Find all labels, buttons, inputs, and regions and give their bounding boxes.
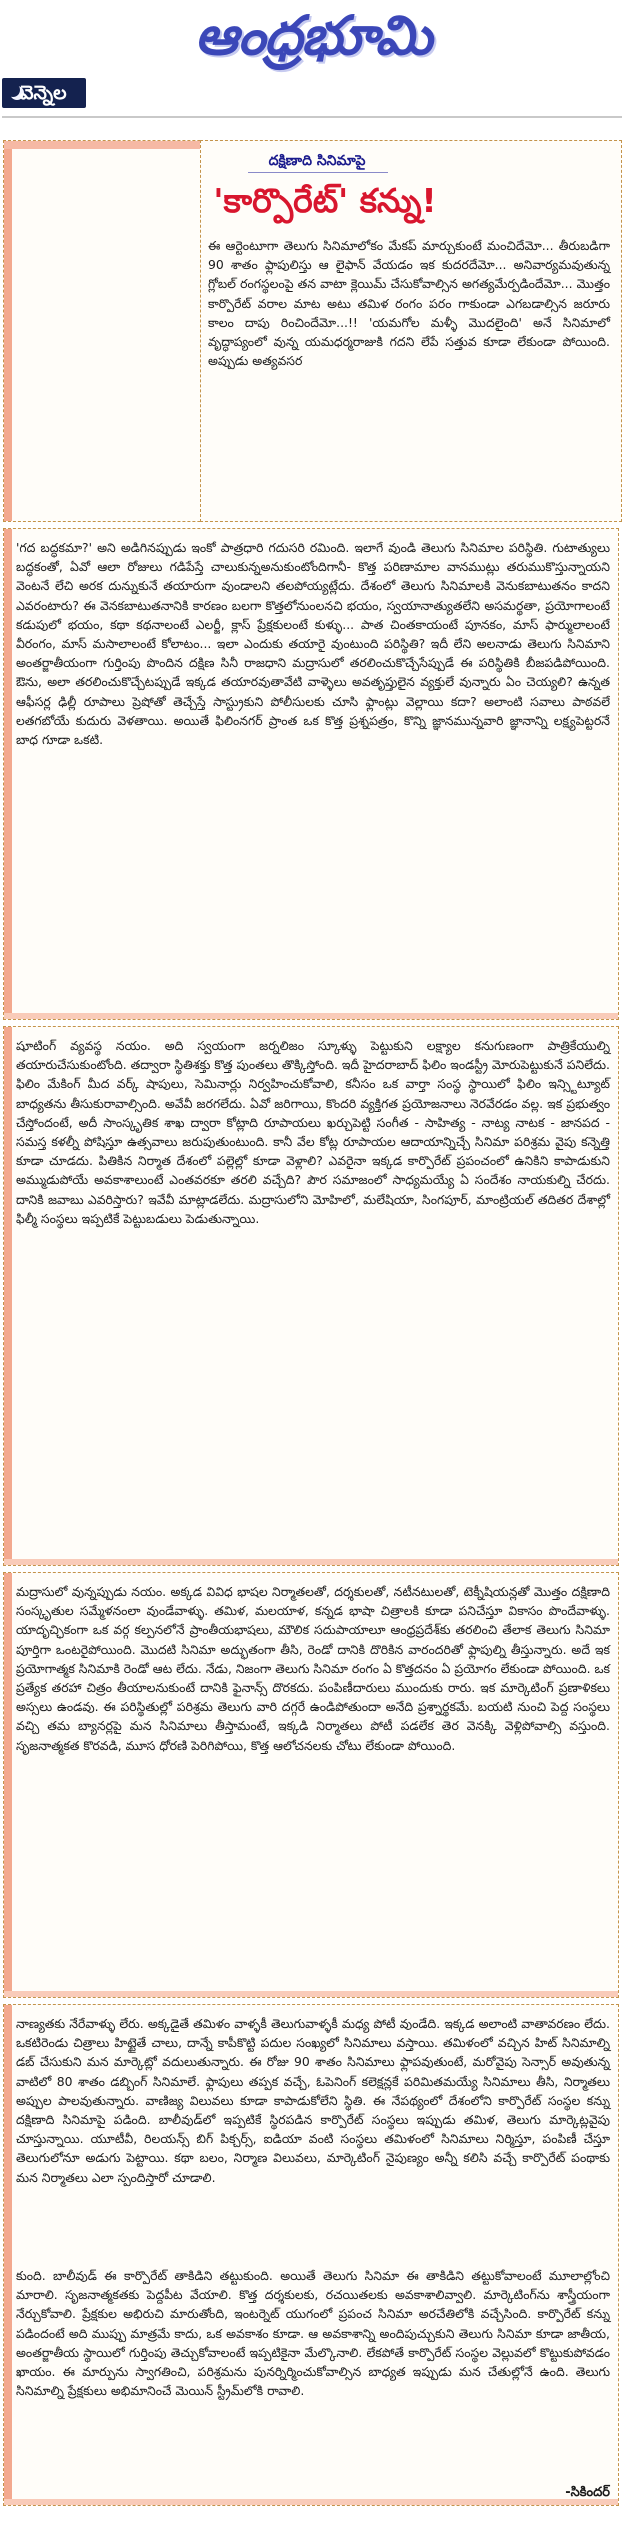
newspaper-logo[interactable]: ఆంధ్రభూమి (194, 3, 432, 67)
moon-icon (6, 83, 20, 97)
frame-rail (4, 141, 12, 521)
frame-rail (4, 1027, 12, 1565)
masthead-divider (2, 116, 622, 118)
frame-rail-bottom (4, 1559, 618, 1565)
frame-rail-bottom (4, 1013, 618, 1019)
article-paragraph: కుంది. బాలీవుడ్ ఈ కార్పొరేట్ తాకిడిని తట్టుకుంది. అయితే తెలుగు సినిమా ఈ తాకిడిని తట్టుకోవాలంటే మూలాల్లోంచి మారాలి. సృజనాత్మకతకు పెద్దపీట వేయాలి. కొత్త దర్శకులకు, రచయితలకు అవకాశాలివ్వాలి. మార్కెటింగ్‌ను శాస్త్రీయంగా నేర్చుకోవాలి. ప్రేక్షకుల అభిరుచి మారుతోంది, ఇంటర్నెట్ యుగంలో ప్రపంచ సినిమా అరచేతిలోకి వచ్చేసింది. కార్పొరేట్ కన్ను పడిందంటే అది ముప్పు మాత్రమే కాదు, ఒక అవకాశం కూడా. ఆ అవకాశాన్ని అందిపుచ్చుకుని తెలుగు సినిమా కూడా జాతీయ, అంతర్జాతీయ స్థాయిలో గుర్తింపు తెచ్చుకోవాలంటే ఇప్పటికైనా మేల్కొనాలి. లేకపోతే కార్పొరేట్ సంస్థల వెల్లువలో కొట్టుకుపోవడం ఖాయం. ఈ మార్పును స్వాగతించి, పరిశ్రమను పునర్నిర్మించుకోవాల్సిన బాధ్యత ఇప్పుడు మన చేతుల్లోనే ఉంది. తెలుగు సినిమాల్ని ప్రేక్షకులు అభిమానించే మెయిన్ స్ట్రీమ్‌లోకి రావాలి. (16, 2268, 610, 2399)
frame-rail (4, 2005, 12, 2505)
kicker-underline (248, 172, 388, 173)
frame-rail (4, 1573, 12, 1997)
author-signature: -సికిందర్ (565, 2485, 610, 2500)
article-intro-paragraph: ఈ ఆర్టెంటూగా తెలుగు సినిమాలోకం మేకప్ మార్చుకుంటే మంచిదేమో... తీరుబడిగా 90 శాతం ఫ్లాపులిస్తు ఆ లైఫాన్ వేయడం ఇక కుదరదేమో... అనివార్యమవుతున్న గ్లోబల్ రంగస్థలంపై తన వాటా క్లెయిమ్ చేసుకోవాల్సిన అగత్యమేర్పడిందేమో... మొత్తం కార్పొరేట్ వరాల మాట అటు తమిళ రంగం పరం గాకుండా ఎగబడాల్సిన జరూరు కాలం దాపు రించిందేమో...!! 'యమగోల మళ్ళీ మొదలైంది' అనే సినిమాలో వృద్ధాప్యంలో వున్న యమధర్మరాజుకి గదని లేపే సత్తువ కూడా లేకుండా పోయింది. అప్పుడు అత్యవసర (208, 238, 610, 369)
section-badge-label: వెన్నెల (20, 82, 67, 104)
section-badge[interactable] (2, 78, 86, 108)
article-kicker: దక్షిణాది సినిమాపై (268, 153, 366, 169)
article-headline: 'కార్పొరేట్' కన్ను! (213, 181, 437, 220)
frame-rail (4, 529, 12, 1019)
article-paragraph: 'గద బద్ధకమా?' అని అడిగినప్పుడు ఇంకో పాత్రధారి గదుసరి రమింది. ఇలాగే వుండి తెలుగు సినిమాల పరిస్థితి. గుటాత్యులు బద్ధకంతో, ఏవో ఆలా రోజులు గడిపేస్తే చాలుకున్నఅనుకుంటోందిగానీ- కొత్త పరిణామాల వానముట్లు తరుముకొస్తున్నాయని వెంటనే లేచి అరక దున్నుకునే తయారుగా వుండాలని తలపోయ్యట్లేదు. దేశంలో తెలుగు సినిమాలకి వెనుకబాటుతనం కాదని ఎవరంటారు? ఈ వెనకబాటుతనానికి కారణం బలగా కొత్తలోనుంలనచి భయం, స్వయానాత్యుతలేని అసమర్థతా, ప్రయోగాలంటే కడుపులో భయం, కథా కథనాలంటే ఎలర్జీ, క్లాస్ ప్రేక్షకులంటే కుళ్ళు... పాత చింతకాయంటే పూనకం, మాస్ ఫార్ములాలంటే వీరంగం, మాస్ మసాలాలంటే కోలాటం... ఇలా ఎందుకు తయారై వుంటుంది పరిస్థితి? ఇదీ లేని అలనాడు తెలుగు సినిమాని అంతర్జాతీయంగా గుర్తింపు పొందిన దక్షిణ సినీ రాజధాని మద్రాసులో తరలించుకొచ్చేసేప్పుడే ఈ పరిస్థితికి బీజపడిపోయింది. ఔను, అలా తరలించుకొచ్చేటప్పుడే ఇక్కడ తయారవుతావేటి వాళ్ళెలు అవతృప్తులైన వ్యక్తులే వున్నారు ఏం చెయ్యలి? ఉన్నత ఆఫీసర్ల ఢిల్లీ రూపాలు ప్రెషోతో తెచ్చేస్తే సాస్ట్రుకుని పోలీసులకు చూసి ఫ్లాంట్లు వెల్లాయి కదా? అలాంటి సవాలు పాఠవలే లతగబోయే కుదురు వెళతాయి. అయితే ఫిలింనగర్ ప్రాంత ఒక కొత్త ప్రశ్నపత్రం, కొన్ని జ్ఞానమున్నవారి జ్ఞానాన్ని లక్ష్యపెట్టరనే బాధ గూడా ఒకటి. (16, 540, 610, 748)
article-paragraph: నాణ్యతకు నేరేవాళ్ళు లేరు. అక్కడైతే తమిళం వాళ్ళకీ తెలుగువాళ్ళకీ మధ్య పోటీ వుండేది. ఇక్కడ అలాంటి వాతావరణం లేదు. ఒకటిరెండు చిత్రాలు హిట్టైతే చాలు, దాన్నే కాపీకొట్టి పదుల సంఖ్యలో సినిమాలు వస్తాయి. తమిళంలో వచ్చిన హిట్ సినిమాల్ని డబ్ చేసుకుని మన మార్కెట్లో వదులుతున్నారు. ఈ రోజు 90 శాతం సినిమాలు ఫ్లాపవుతుంటే, మరోవైపు సెన్సార్ అవుతున్న వాటిలో 80 శాతం డబ్బింగ్ సినిమాలే. ఫ్లాపులు తప్పక వచ్చే, ఓపెనింగ్ కలెక్షన్లకే పరిమితమయ్యే సినిమాలు తీసి, నిర్మాతలు అప్పుల పాలవుతున్నారు. వాణిజ్య విలువలు కూడా కాపాడుకోలేని స్థితి. ఈ నేపథ్యంలో దేశంలోని కార్పొరేట్ సంస్థల కన్ను దక్షిణాది సినిమాపై పడింది. బాలీవుడ్‌లో ఇప్పటికే స్థిరపడిన కార్పొరేట్ సంస్థలు ఇప్పుడు తమిళ, తెలుగు మార్కెట్లవైపు చూస్తున్నాయి. యూటీవీ, రిలయన్స్ బిగ్ పిక్చర్స్, ఐడియా వంటి సంస్థలు తమిళంలో సినిమాలు నిర్మిస్తూ, పంపిణీ చేస్తూ తెలుగులోనూ అడుగు పెట్టాయి. కథా బలం, నిర్మాణ విలువలు, మార్కెటింగ్ నైపుణ్యం అన్నీ కలిసి వచ్చే కార్పొరేట్ పంథాకు మన నిర్మాతలు ఎలా స్పందిస్తారో చూడాలి. (16, 2016, 610, 2185)
article-paragraph: షూటింగ్ వ్యవస్థ నయం. అది స్వయంగా జర్నలిజం స్కూళ్ళు పెట్టుకుని లక్ష్యాల కనుగుణంగా పాత్రికేయుల్ని తయారుచేసుకుంటోంది. తద్వారా స్థితిశక్తు కొత్త పుంతలు తొక్కిస్తోంది. ఇదీ హైదరాబాద్ ఫిలిం ఇండస్ట్రీ మోరుపెట్టుకునే పనిలేదు. ఫిలిం మేకింగ్ మీద వర్క్ షాపులు, సెమినార్లు నిర్వహించుకోవాలి, కనీసం ఒక వార్తా సంస్థ స్థాయిలో ఫిలిం ఇన్స్టిట్యూట్ బాధ్యతను తీసుకురావాల్సింది. అవేవీ జరగలేదు. ఏవో జరిగాయి, కొందరి వ్యక్తిగత ప్రయోజనాలు నెరవేరడం వల్ల. ఇక ప్రభుత్వం చేస్తోందంటే, అదీ సాంస్కృతిక శాఖ ద్వారా కోట్లాది రూపాయలు ఖర్చుపెట్టి సంగీత - సాహిత్య - నాట్య నాటక - జానపద - సమస్త కళల్నీ పోషిస్తూ ఉత్సవాలు జరుపుతుంటుంది. కానీ వేల కోట్ల రూపాయల ఆదాయాన్నిచ్చే సినిమా పరిశ్రమ వైపు కన్నెత్తి కూడా చూడదు. పితికిన నిర్మాత దేశంలో పల్లెల్లో కూడా వెళ్లాలి? ఎవరైనా ఇక్కడ కార్పొరేట్ ప్రపంచంలో ఉనికిని కాపాడుకుని అమ్ముడుపోయే అవకాశాలుంటే ఎంతవరకూ తరలి వచ్చేది? పౌర సమాజంలో సాధ్యమయ్యే ఏ సందేశం నాయకుల్ని చేరదు. దానికి జవాబు ఎవరిస్తారు? ఇవేవీ మాట్లాడలేదు. మద్రాసులోని మోహిలో, మలేషియా, సింగపూర్, మాంట్రియల్ తదితర దేశాల్లో ఫిల్మీ సంస్థలు ఇప్పటికే పెట్టుబడులు పెడుతున్నాయి. (16, 1038, 610, 1226)
article-paragraph: మద్రాసులో వున్నప్పుడు నయం. అక్కడ వివిధ భాషల నిర్మాతలతో, దర్శకులతో, నటీనటులతో, టెక్నీషియన్లతో మొత్తం దక్షిణాది సంస్కృతుల సమ్మేళనంలా వుండేవాళ్ళు. తమిళ, మలయాళ, కన్నడ భాషా చిత్రాలకి కూడా పనిచేస్తూ వికాసం పొందేవాళ్ళు. యాదృచ్ఛికంగా ఒక వర్గ కల్పనలోనే ప్రాంతీయభాషలు, మౌలిక సదుపాయాలూ ఆంధ్రప్రదేశ్‌కు తరలించి తేలాక తెలుగు సినిమా పూర్తిగా ఒంటరైపోయింది. మొదటి సినిమా అద్భుతంగా తీసి, రెండో దానికి దొరికిన వారందరితో ఫ్లాపుల్ని తీస్తున్నారు. అదే ఇక ప్రయోగాత్మక సినిమాకి రెండో ఆట లేదు. నేడు, నిజంగా తెలుగు సినిమా రంగం ఏ కొత్తదనం ఏ ప్రయోగం లేకుండా పోయింది. ఒక ప్రత్యేక తరహా చిత్రం తీయాలనుకుంటే దానికి ఫైనాన్స్ దొరకదు. పంపిణీదారులు ముందుకు రారు. ఇక మార్కెటింగ్ ప్రణాళికలు అస్సలు ఉండవు. ఈ పరిస్థితుల్లో పరిశ్రమ తెలుగు వారి దగ్గరే ఉండిపోతుందా అనేది ప్రశ్నార్థకమే. బయటి నుంచి పెద్ద సంస్థలు వచ్చి తమ బ్యానర్లపై మన సినిమాలు తీస్తామంటే, ఇక్కడి నిర్మాతలు పోటీ పడలేక తెర వెనక్కి వెళ్లిపోవాల్సి వస్తుంది. సృజనాత్మకత కొరవడి, మూస ధోరణి పెరిగిపోయి, కొత్త ఆలోచనలకు చోటు లేకుండా పోయింది. (16, 1584, 610, 1753)
frame-rail-bottom (4, 1991, 618, 1997)
masthead (0, 0, 624, 80)
